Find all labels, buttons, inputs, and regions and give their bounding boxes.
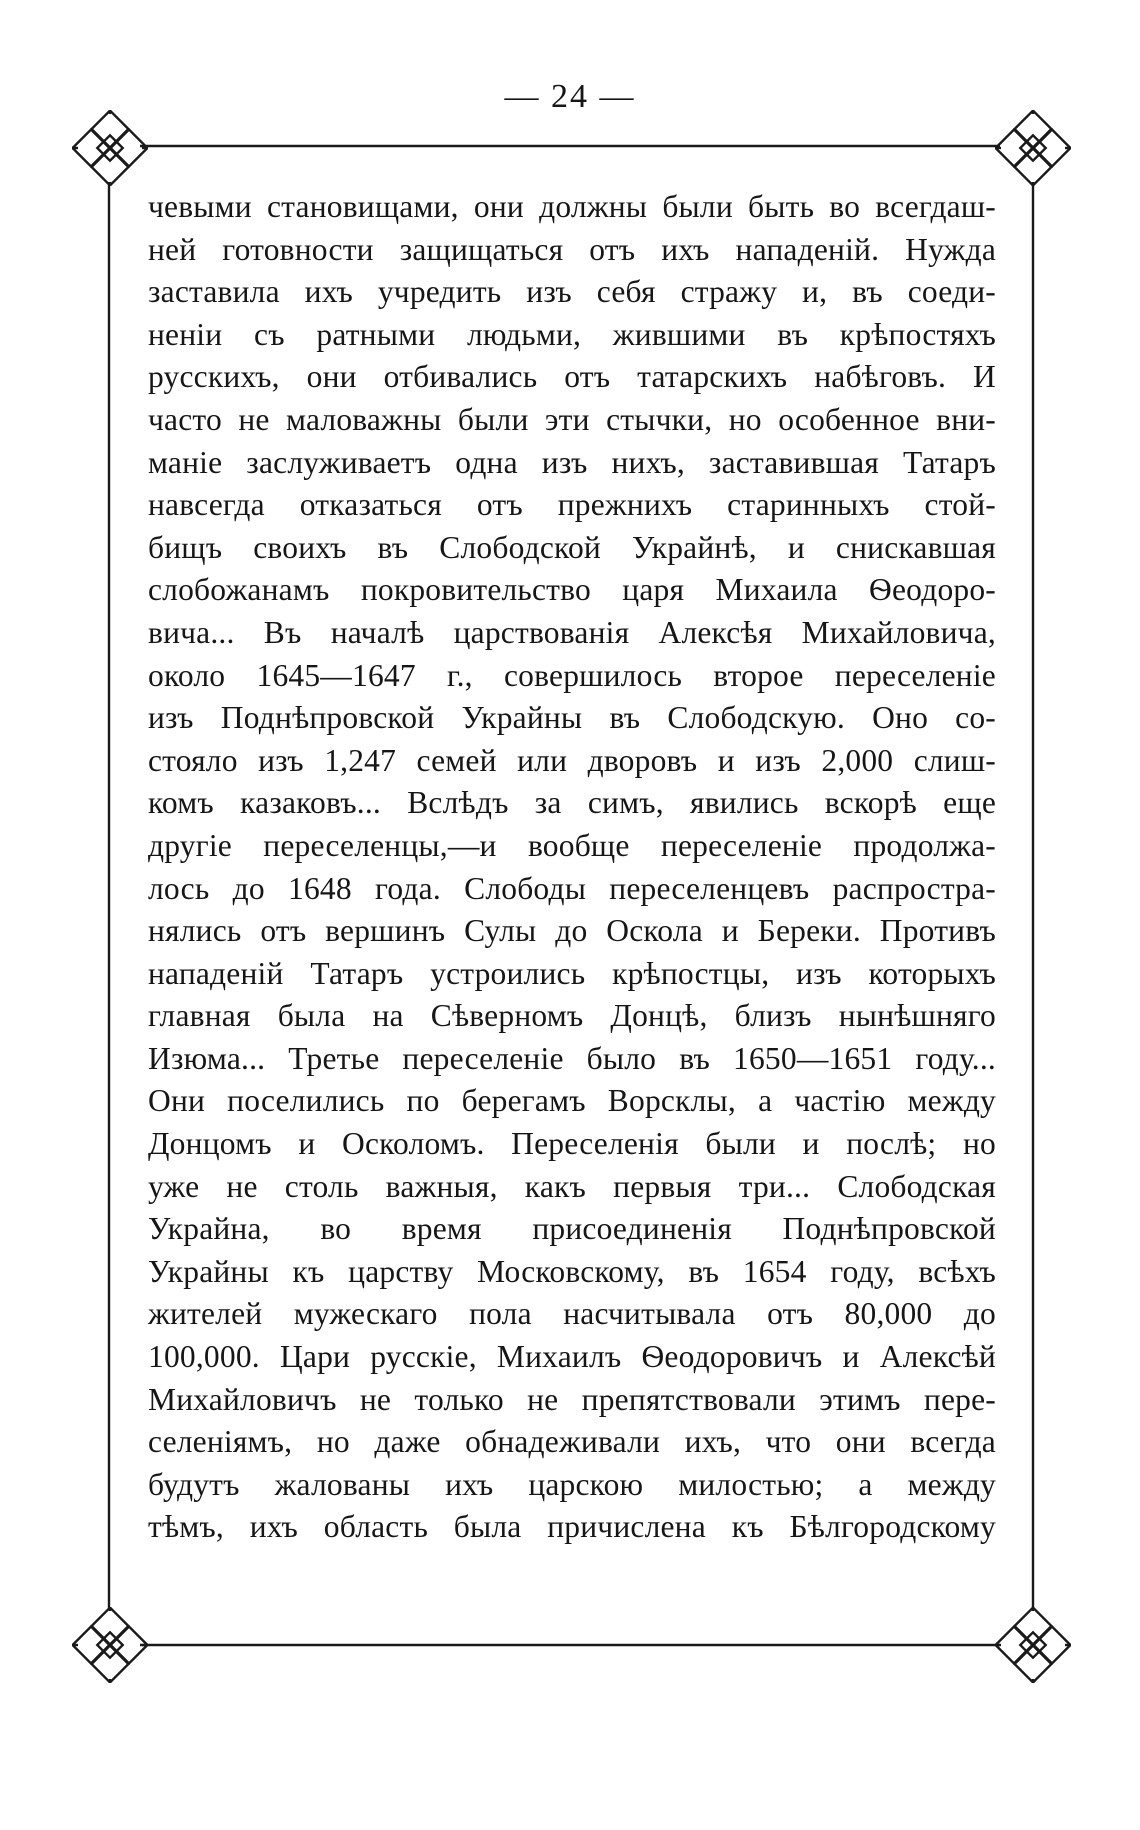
text-line: чевыми становищами, они должны были быть во всегдаш- <box>148 189 996 224</box>
text-line: стояло изъ 1,247 семей или дворовъ и изъ 2,000 слиш- <box>148 742 996 778</box>
text-line: комъ казаковъ... Вслѣдъ за симъ, явились вскорѣ еще <box>148 785 996 821</box>
text-line: вича... Въ началѣ царствованія Алексѣя Михайловича, <box>148 614 996 650</box>
text-line: слобожанамъ покровительство царя Михаила Ѳеодоро- <box>148 572 996 608</box>
text-line: бищъ своихъ въ Слободской Украйнѣ, и снискавшая <box>148 529 996 565</box>
text-line: около 1645—1647 г., совершилось второе переселеніе <box>148 657 996 693</box>
text-line: часто не маловажны были эти стычки, но особенное вни- <box>148 401 996 437</box>
text-line: заставила ихъ учредить изъ себя стражу и, въ соеди- <box>148 274 996 310</box>
text-line: Украйна, во время присоединенія Поднѣпровской <box>148 1211 996 1247</box>
text-line: Украйны къ царству Московскому, въ 1654 году, всѣхъ <box>148 1253 996 1289</box>
page-number: — 24 — <box>504 78 636 115</box>
text-line: будутъ жалованы ихъ царскою милостью; а между <box>148 1466 996 1502</box>
text-line: лось до 1648 года. Слободы переселенцевъ распростра- <box>148 870 996 906</box>
text-line: нялись отъ вершинъ Сулы до Оскола и Береки. Противъ <box>148 913 996 949</box>
text-line: уже не столь важныя, какъ первыя три... Слободская <box>148 1168 996 1204</box>
text-line: неніи съ ратными людьми, жившими въ крѣпостяхъ <box>148 316 996 352</box>
text-line: нападеній Татаръ устроились крѣпостцы, изъ которыхъ <box>148 955 996 991</box>
text-line: другіе переселенцы,—и вообще переселеніе продолжа- <box>148 827 996 863</box>
corner-ornament-bottom-right-icon <box>995 1607 1071 1683</box>
corner-ornament-top-right-icon <box>995 110 1071 186</box>
text-line: жителей мужескаго пола насчитывала отъ 80,000 до <box>148 1296 996 1332</box>
text-line: тѣмъ, ихъ область была причислена къ Бѣлгородскому <box>148 1509 996 1545</box>
text-line: 100,000. Цари русскіе, Михаилъ Ѳеодоровичъ и Алексѣй <box>148 1339 996 1375</box>
text-line: Михайловичъ не только не препятствовали этимъ пере- <box>148 1381 996 1417</box>
text-line: русскихъ, они отбивались отъ татарскихъ набѣговъ. И <box>148 359 996 395</box>
text-line: Они поселились по берегамъ Ворсклы, а частію между <box>148 1083 996 1119</box>
text-line: маніе заслуживаетъ одна изъ нихъ, заставившая Татаръ <box>148 444 996 480</box>
text-line: Изюма... Третье переселеніе было въ 1650—1651 году... <box>148 1040 996 1076</box>
text-line: селеніямъ, но даже обнадеживали ихъ, что они всегда <box>148 1424 996 1460</box>
body-text <box>148 186 996 1549</box>
text-line: Донцомъ и Осколомъ. Переселенія были и послѣ; но <box>148 1126 996 1162</box>
text-line: главная была на Сѣверномъ Донцѣ, близъ нынѣшняго <box>148 998 996 1034</box>
corner-ornament-top-left-icon <box>72 110 148 186</box>
text-line: навсегда отказаться отъ прежнихъ старинныхъ стой- <box>148 487 996 523</box>
corner-ornament-bottom-left-icon <box>72 1607 148 1683</box>
text-line: ней готовности защищаться отъ ихъ нападеній. Нужда <box>148 231 996 267</box>
text-line: изъ Поднѣпровской Украйны въ Слободскую. Оно со- <box>148 700 996 736</box>
